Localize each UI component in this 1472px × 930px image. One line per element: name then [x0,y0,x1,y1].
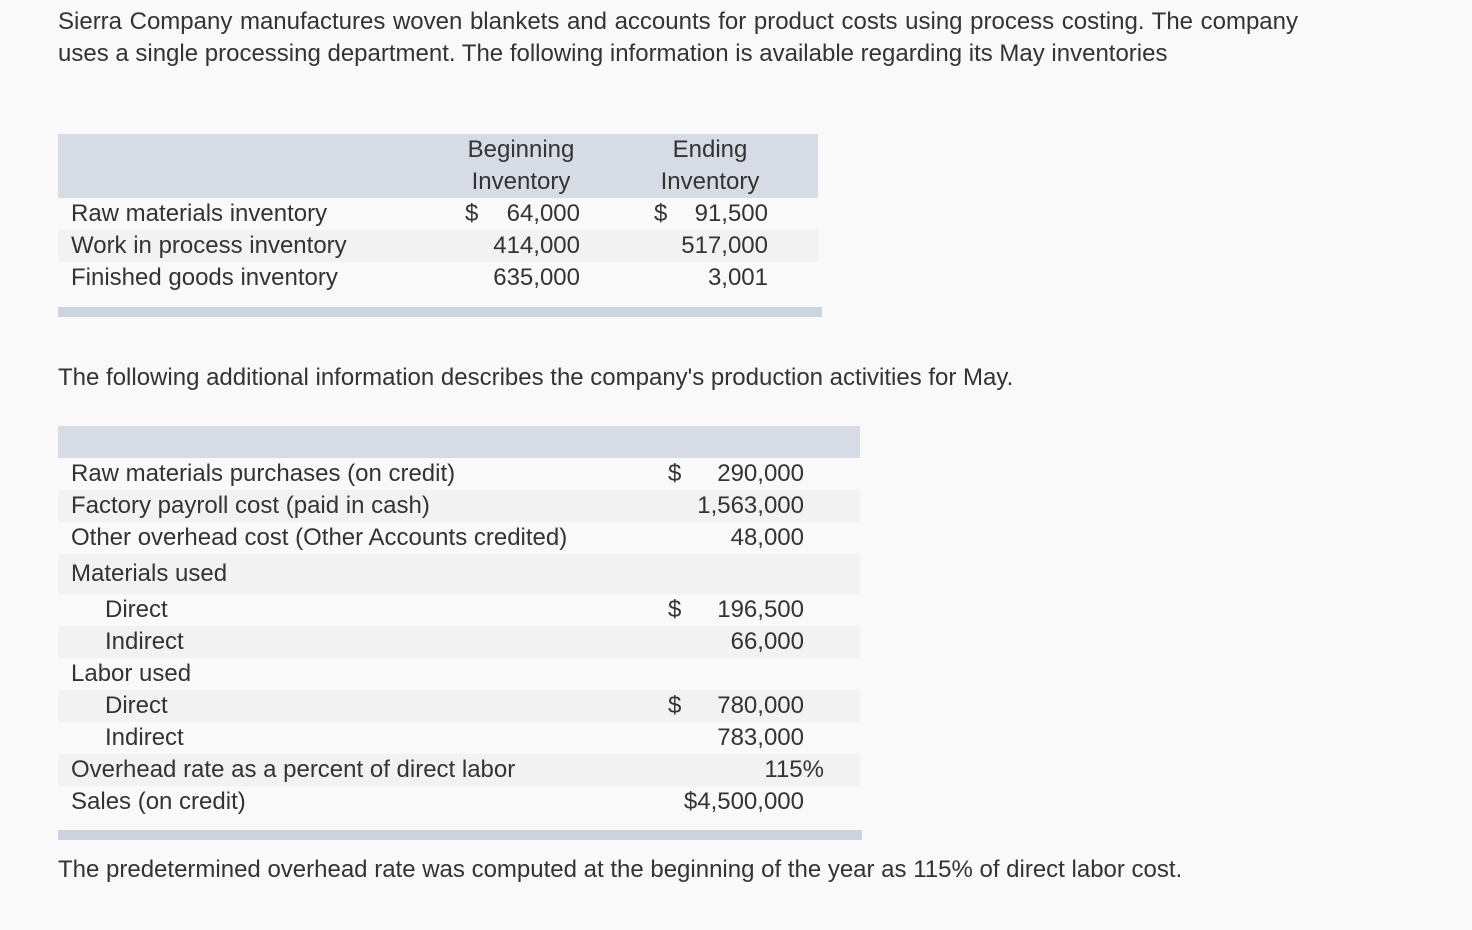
activity-value: 48,000 [730,524,804,551]
header-line: Inventory [660,168,760,195]
ending-value: 91,500 [694,200,768,227]
currency-symbol: $ [654,200,668,227]
currency-symbol: $ [668,460,682,487]
beginning-value: 414,000 [493,232,580,259]
activity-value: 1,563,000 [697,492,804,519]
activity-sub-label: Direct [105,692,168,719]
activity-label: Sales (on credit) [71,788,246,815]
table-bottom-bar [58,307,822,317]
activity-label: Factory payroll cost (paid in cash) [71,492,430,519]
activity-value: 196,500 [717,596,804,623]
header-line: Ending [672,136,748,163]
ending-inventory-header [630,134,790,198]
activity-section-label: Labor used [71,660,192,687]
inventory-row-label: Work in process inventory [71,232,347,259]
header-line: Beginning [467,136,575,163]
intro-paragraph: Sierra Company manufactures woven blankets and accounts for product costs using process costing. The company uses a single processing department. The following information is available regarding its May inventories [58,8,1298,67]
activity-value: 115% [764,756,824,783]
currency-symbol: $ [465,200,479,227]
activity-value: 780,000 [717,692,804,719]
activity-value: $4,500,000 [683,788,804,815]
activity-label: Raw materials purchases (on credit) [71,460,456,487]
activity-sub-label: Indirect [105,628,184,655]
beginning-value: 64,000 [506,200,580,227]
activity-sub-label: Direct [105,596,168,623]
ending-value: 517,000 [681,232,768,259]
footer-paragraph: The predetermined overhead rate was computed at the beginning of the year as 115% of direct labor cost. [58,856,1183,883]
activity-label: Other overhead cost (Other Accounts credited) [71,524,568,551]
middle-paragraph: The following additional information describes the company's production activities for May. [58,364,1014,391]
activity-value: 290,000 [717,460,804,487]
ending-value: 3,001 [707,264,768,291]
currency-symbol: $ [668,596,682,623]
currency-symbol: $ [668,692,682,719]
inventory-row-label: Raw materials inventory [71,200,328,227]
activity-sub-label: Indirect [105,724,184,751]
beginning-inventory-header [440,134,602,198]
activity-value: 783,000 [717,724,804,751]
activity-section-label: Materials used [71,560,228,587]
activity-value: 66,000 [730,628,804,655]
header-line: Inventory [471,168,571,195]
inventory-row-label: Finished goods inventory [71,264,338,291]
table-bottom-bar [58,830,862,840]
beginning-value: 635,000 [493,264,580,291]
activities-table-header-band [58,426,860,458]
activity-label: Overhead rate as a percent of direct labor [71,756,516,783]
